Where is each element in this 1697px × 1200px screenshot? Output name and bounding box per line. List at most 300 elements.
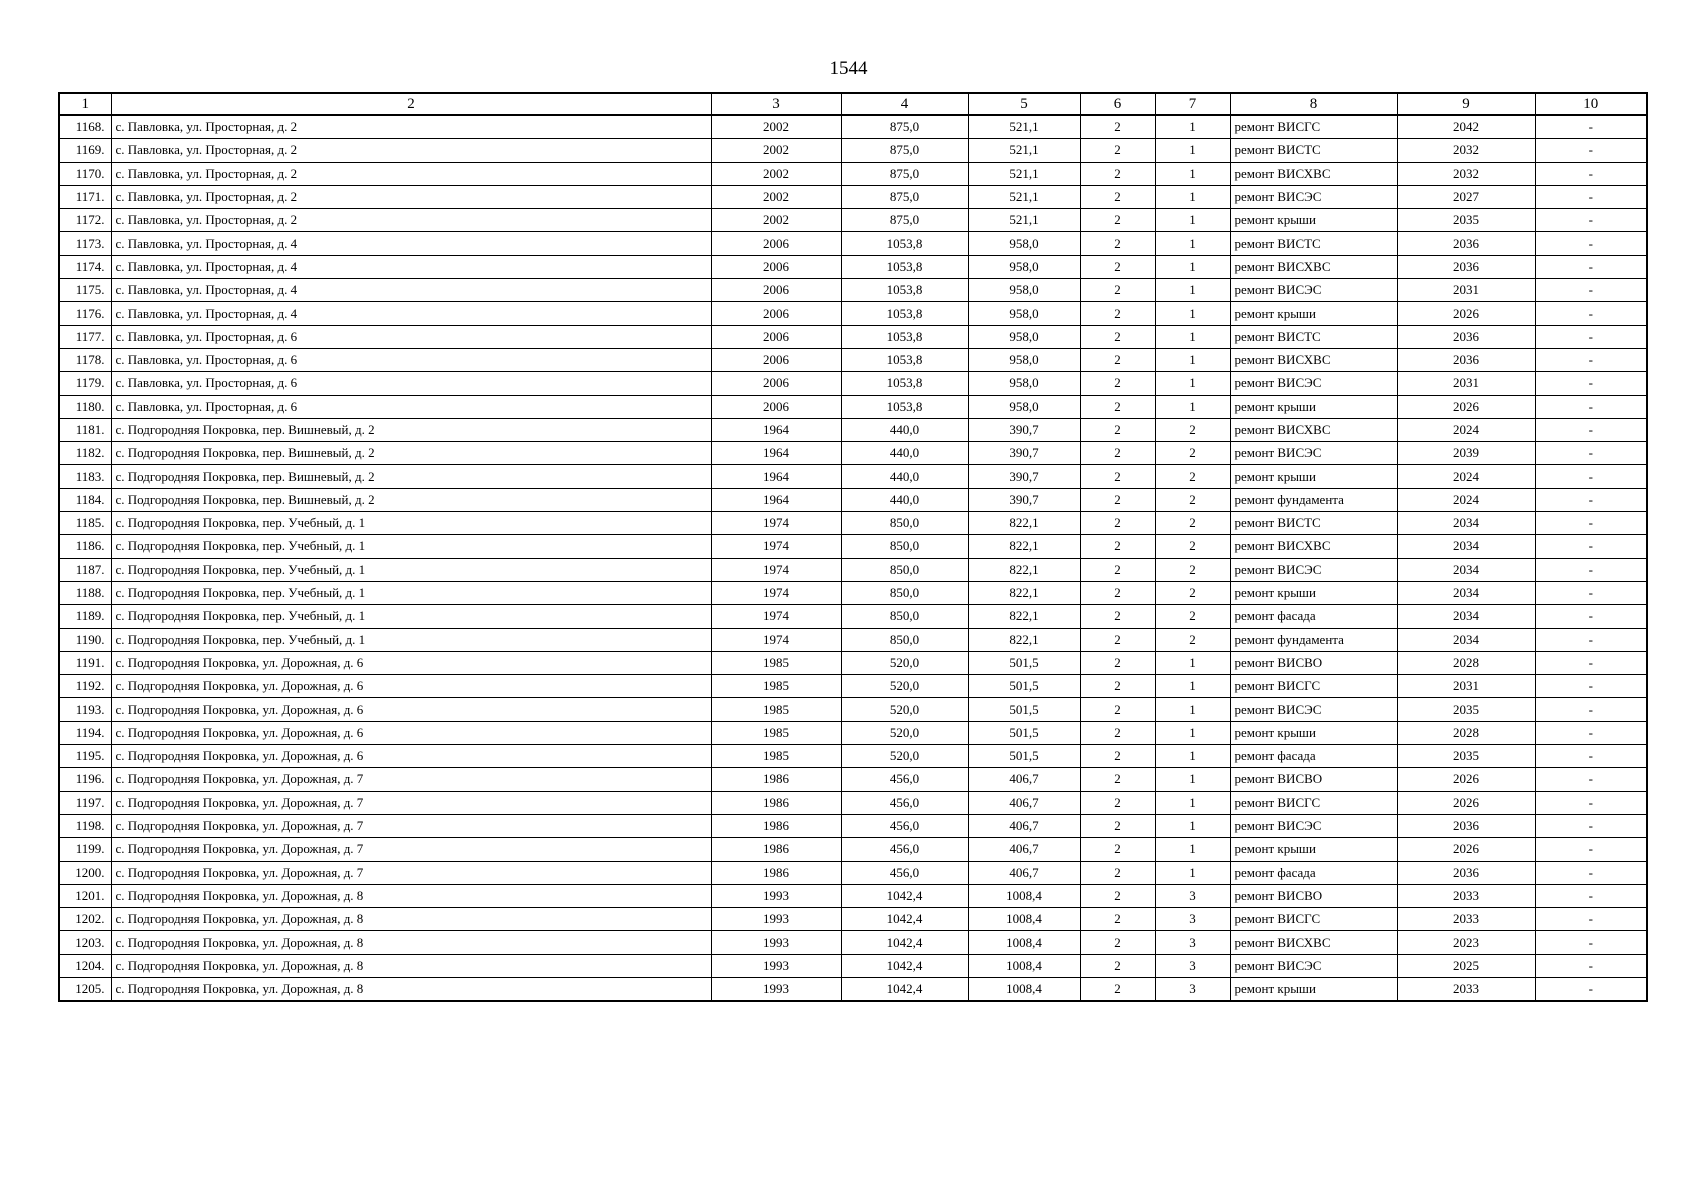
address-cell: с. Павловка, ул. Просторная, д. 6 — [111, 348, 711, 371]
floors-cell: 2 — [1080, 768, 1155, 791]
row-number-cell: 1173. — [59, 232, 111, 255]
entrances-cell: 1 — [1155, 302, 1230, 325]
build-year-cell: 1964 — [711, 488, 841, 511]
planned-year-cell: 2024 — [1397, 465, 1535, 488]
planned-year-cell: 2036 — [1397, 814, 1535, 837]
planned-year-cell: 2026 — [1397, 791, 1535, 814]
floors-cell: 2 — [1080, 395, 1155, 418]
build-year-cell: 1974 — [711, 581, 841, 604]
build-year-cell: 2006 — [711, 372, 841, 395]
total-area-cell: 456,0 — [841, 838, 968, 861]
row-number-cell: 1177. — [59, 325, 111, 348]
entrances-cell: 2 — [1155, 581, 1230, 604]
build-year-cell: 2006 — [711, 279, 841, 302]
total-area-cell: 1053,8 — [841, 279, 968, 302]
note-cell: - — [1535, 162, 1647, 185]
note-cell: - — [1535, 209, 1647, 232]
table-row — [59, 698, 1647, 721]
build-year-cell: 1985 — [711, 675, 841, 698]
planned-year-cell: 2042 — [1397, 115, 1535, 139]
living-area-cell: 390,7 — [968, 418, 1080, 441]
row-number-cell: 1197. — [59, 791, 111, 814]
total-area-cell: 456,0 — [841, 861, 968, 884]
living-area-cell: 958,0 — [968, 325, 1080, 348]
table-row — [59, 255, 1647, 278]
row-number-cell: 1168. — [59, 115, 111, 139]
entrances-cell: 1 — [1155, 279, 1230, 302]
note-cell: - — [1535, 185, 1647, 208]
build-year-cell: 1964 — [711, 465, 841, 488]
floors-cell: 2 — [1080, 348, 1155, 371]
column-header: 1 — [59, 93, 111, 115]
entrances-cell: 2 — [1155, 488, 1230, 511]
total-area-cell: 520,0 — [841, 675, 968, 698]
row-number-cell: 1188. — [59, 581, 111, 604]
entrances-cell: 1 — [1155, 675, 1230, 698]
living-area-cell: 1008,4 — [968, 931, 1080, 954]
row-number-cell: 1198. — [59, 814, 111, 837]
total-area-cell: 1053,8 — [841, 348, 968, 371]
entrances-cell: 3 — [1155, 954, 1230, 977]
planned-year-cell: 2035 — [1397, 209, 1535, 232]
floors-cell: 2 — [1080, 908, 1155, 931]
floors-cell: 2 — [1080, 535, 1155, 558]
planned-year-cell: 2035 — [1397, 745, 1535, 768]
planned-year-cell: 2036 — [1397, 232, 1535, 255]
address-cell: с. Подгородняя Покровка, ул. Дорожная, д. 8 — [111, 908, 711, 931]
total-area-cell: 850,0 — [841, 558, 968, 581]
build-year-cell: 1974 — [711, 512, 841, 535]
total-area-cell: 440,0 — [841, 442, 968, 465]
floors-cell: 2 — [1080, 977, 1155, 1001]
table-row — [59, 139, 1647, 162]
floors-cell: 2 — [1080, 628, 1155, 651]
build-year-cell: 1986 — [711, 814, 841, 837]
total-area-cell: 1042,4 — [841, 977, 968, 1001]
living-area-cell: 958,0 — [968, 279, 1080, 302]
floors-cell: 2 — [1080, 814, 1155, 837]
note-cell: - — [1535, 838, 1647, 861]
living-area-cell: 521,1 — [968, 185, 1080, 208]
note-cell: - — [1535, 931, 1647, 954]
address-cell: с. Павловка, ул. Просторная, д. 2 — [111, 139, 711, 162]
build-year-cell: 1974 — [711, 535, 841, 558]
address-cell: с. Подгородняя Покровка, ул. Дорожная, д. 7 — [111, 814, 711, 837]
living-area-cell: 521,1 — [968, 115, 1080, 139]
living-area-cell: 521,1 — [968, 139, 1080, 162]
floors-cell: 2 — [1080, 232, 1155, 255]
build-year-cell: 2002 — [711, 162, 841, 185]
row-number-cell: 1193. — [59, 698, 111, 721]
note-cell: - — [1535, 768, 1647, 791]
build-year-cell: 1986 — [711, 861, 841, 884]
table-row — [59, 581, 1647, 604]
note-cell: - — [1535, 442, 1647, 465]
work-type-cell: ремонт ВИСХВС — [1230, 348, 1397, 371]
row-number-cell: 1181. — [59, 418, 111, 441]
work-type-cell: ремонт ВИСХВС — [1230, 418, 1397, 441]
living-area-cell: 390,7 — [968, 442, 1080, 465]
total-area-cell: 456,0 — [841, 791, 968, 814]
total-area-cell: 875,0 — [841, 162, 968, 185]
table-row — [59, 954, 1647, 977]
entrances-cell: 1 — [1155, 721, 1230, 744]
total-area-cell: 456,0 — [841, 814, 968, 837]
row-number-cell: 1170. — [59, 162, 111, 185]
work-type-cell: ремонт ВИСВО — [1230, 884, 1397, 907]
note-cell: - — [1535, 115, 1647, 139]
floors-cell: 2 — [1080, 838, 1155, 861]
planned-year-cell: 2027 — [1397, 185, 1535, 208]
floors-cell: 2 — [1080, 651, 1155, 674]
build-year-cell: 2002 — [711, 139, 841, 162]
floors-cell: 2 — [1080, 791, 1155, 814]
table-row — [59, 279, 1647, 302]
total-area-cell: 440,0 — [841, 465, 968, 488]
planned-year-cell: 2028 — [1397, 721, 1535, 744]
build-year-cell: 1974 — [711, 558, 841, 581]
planned-year-cell: 2031 — [1397, 372, 1535, 395]
address-cell: с. Подгородняя Покровка, ул. Дорожная, д. 8 — [111, 977, 711, 1001]
note-cell: - — [1535, 954, 1647, 977]
row-number-cell: 1200. — [59, 861, 111, 884]
floors-cell: 2 — [1080, 115, 1155, 139]
table-row — [59, 372, 1647, 395]
work-type-cell: ремонт крыши — [1230, 209, 1397, 232]
floors-cell: 2 — [1080, 721, 1155, 744]
note-cell: - — [1535, 512, 1647, 535]
table-row — [59, 745, 1647, 768]
total-area-cell: 850,0 — [841, 512, 968, 535]
floors-cell: 2 — [1080, 372, 1155, 395]
work-type-cell: ремонт ВИСГС — [1230, 791, 1397, 814]
living-area-cell: 1008,4 — [968, 884, 1080, 907]
column-header: 10 — [1535, 93, 1647, 115]
floors-cell: 2 — [1080, 325, 1155, 348]
address-cell: с. Подгородняя Покровка, пер. Вишневый, д. 2 — [111, 465, 711, 488]
floors-cell: 2 — [1080, 745, 1155, 768]
table-row — [59, 162, 1647, 185]
entrances-cell: 2 — [1155, 605, 1230, 628]
entrances-cell: 2 — [1155, 512, 1230, 535]
living-area-cell: 822,1 — [968, 535, 1080, 558]
floors-cell: 2 — [1080, 185, 1155, 208]
total-area-cell: 1053,8 — [841, 325, 968, 348]
build-year-cell: 1964 — [711, 442, 841, 465]
address-cell: с. Подгородняя Покровка, ул. Дорожная, д. 7 — [111, 768, 711, 791]
work-type-cell: ремонт ВИСЭС — [1230, 954, 1397, 977]
entrances-cell: 1 — [1155, 814, 1230, 837]
total-area-cell: 1053,8 — [841, 372, 968, 395]
table-row — [59, 861, 1647, 884]
build-year-cell: 1986 — [711, 838, 841, 861]
entrances-cell: 3 — [1155, 931, 1230, 954]
work-type-cell: ремонт ВИСЭС — [1230, 279, 1397, 302]
address-cell: с. Подгородняя Покровка, пер. Учебный, д. 1 — [111, 535, 711, 558]
floors-cell: 2 — [1080, 861, 1155, 884]
living-area-cell: 501,5 — [968, 698, 1080, 721]
entrances-cell: 1 — [1155, 139, 1230, 162]
address-cell: с. Подгородняя Покровка, пер. Учебный, д. 1 — [111, 512, 711, 535]
entrances-cell: 1 — [1155, 185, 1230, 208]
note-cell: - — [1535, 791, 1647, 814]
table-row — [59, 884, 1647, 907]
registry-table — [58, 92, 1648, 1002]
entrances-cell: 1 — [1155, 232, 1230, 255]
address-cell: с. Подгородняя Покровка, ул. Дорожная, д. 6 — [111, 721, 711, 744]
address-cell: с. Подгородняя Покровка, ул. Дорожная, д. 6 — [111, 651, 711, 674]
work-type-cell: ремонт ВИСВО — [1230, 651, 1397, 674]
build-year-cell: 1993 — [711, 931, 841, 954]
note-cell: - — [1535, 605, 1647, 628]
build-year-cell: 2006 — [711, 302, 841, 325]
row-number-cell: 1183. — [59, 465, 111, 488]
total-area-cell: 440,0 — [841, 418, 968, 441]
address-cell: с. Подгородняя Покровка, ул. Дорожная, д. 7 — [111, 838, 711, 861]
table-row — [59, 814, 1647, 837]
living-area-cell: 501,5 — [968, 651, 1080, 674]
table-row — [59, 791, 1647, 814]
total-area-cell: 1053,8 — [841, 232, 968, 255]
table-row — [59, 325, 1647, 348]
work-type-cell: ремонт крыши — [1230, 395, 1397, 418]
column-header: 4 — [841, 93, 968, 115]
entrances-cell: 2 — [1155, 628, 1230, 651]
living-area-cell: 406,7 — [968, 768, 1080, 791]
table-row — [59, 675, 1647, 698]
work-type-cell: ремонт крыши — [1230, 302, 1397, 325]
floors-cell: 2 — [1080, 465, 1155, 488]
note-cell: - — [1535, 675, 1647, 698]
planned-year-cell: 2024 — [1397, 418, 1535, 441]
living-area-cell: 501,5 — [968, 745, 1080, 768]
row-number-cell: 1171. — [59, 185, 111, 208]
total-area-cell: 520,0 — [841, 698, 968, 721]
build-year-cell: 1974 — [711, 605, 841, 628]
table-row — [59, 115, 1647, 139]
planned-year-cell: 2035 — [1397, 698, 1535, 721]
living-area-cell: 406,7 — [968, 814, 1080, 837]
build-year-cell: 1993 — [711, 977, 841, 1001]
table-row — [59, 628, 1647, 651]
entrances-cell: 1 — [1155, 838, 1230, 861]
note-cell: - — [1535, 628, 1647, 651]
planned-year-cell: 2031 — [1397, 675, 1535, 698]
column-header: 5 — [968, 93, 1080, 115]
address-cell: с. Павловка, ул. Просторная, д. 2 — [111, 115, 711, 139]
total-area-cell: 875,0 — [841, 139, 968, 162]
living-area-cell: 822,1 — [968, 512, 1080, 535]
planned-year-cell: 2034 — [1397, 628, 1535, 651]
table-row — [59, 651, 1647, 674]
work-type-cell: ремонт крыши — [1230, 581, 1397, 604]
address-cell: с. Павловка, ул. Просторная, д. 6 — [111, 372, 711, 395]
build-year-cell: 1986 — [711, 791, 841, 814]
row-number-cell: 1189. — [59, 605, 111, 628]
living-area-cell: 390,7 — [968, 488, 1080, 511]
address-cell: с. Подгородняя Покровка, ул. Дорожная, д. 8 — [111, 931, 711, 954]
total-area-cell: 456,0 — [841, 768, 968, 791]
note-cell: - — [1535, 581, 1647, 604]
table-row — [59, 395, 1647, 418]
note-cell: - — [1535, 465, 1647, 488]
build-year-cell: 1993 — [711, 954, 841, 977]
row-number-cell: 1175. — [59, 279, 111, 302]
planned-year-cell: 2024 — [1397, 488, 1535, 511]
entrances-cell: 1 — [1155, 348, 1230, 371]
row-number-cell: 1186. — [59, 535, 111, 558]
note-cell: - — [1535, 232, 1647, 255]
address-cell: с. Павловка, ул. Просторная, д. 4 — [111, 232, 711, 255]
note-cell: - — [1535, 698, 1647, 721]
planned-year-cell: 2034 — [1397, 535, 1535, 558]
living-area-cell: 1008,4 — [968, 977, 1080, 1001]
work-type-cell: ремонт ВИСТС — [1230, 325, 1397, 348]
floors-cell: 2 — [1080, 581, 1155, 604]
address-cell: с. Подгородняя Покровка, ул. Дорожная, д. 6 — [111, 698, 711, 721]
row-number-cell: 1205. — [59, 977, 111, 1001]
table-row — [59, 721, 1647, 744]
living-area-cell: 958,0 — [968, 348, 1080, 371]
build-year-cell: 2002 — [711, 209, 841, 232]
row-number-cell: 1176. — [59, 302, 111, 325]
planned-year-cell: 2039 — [1397, 442, 1535, 465]
living-area-cell: 521,1 — [968, 209, 1080, 232]
work-type-cell: ремонт фундамента — [1230, 628, 1397, 651]
floors-cell: 2 — [1080, 255, 1155, 278]
entrances-cell: 1 — [1155, 372, 1230, 395]
address-cell: с. Подгородняя Покровка, ул. Дорожная, д. 6 — [111, 675, 711, 698]
living-area-cell: 1008,4 — [968, 908, 1080, 931]
floors-cell: 2 — [1080, 698, 1155, 721]
address-cell: с. Павловка, ул. Просторная, д. 2 — [111, 185, 711, 208]
build-year-cell: 1985 — [711, 651, 841, 674]
build-year-cell: 2006 — [711, 348, 841, 371]
column-header: 6 — [1080, 93, 1155, 115]
address-cell: с. Павловка, ул. Просторная, д. 2 — [111, 209, 711, 232]
table-row — [59, 558, 1647, 581]
note-cell: - — [1535, 348, 1647, 371]
floors-cell: 2 — [1080, 884, 1155, 907]
total-area-cell: 1053,8 — [841, 302, 968, 325]
row-number-cell: 1194. — [59, 721, 111, 744]
work-type-cell: ремонт ВИСЭС — [1230, 558, 1397, 581]
note-cell: - — [1535, 721, 1647, 744]
living-area-cell: 958,0 — [968, 302, 1080, 325]
work-type-cell: ремонт ВИСЭС — [1230, 814, 1397, 837]
address-cell: с. Павловка, ул. Просторная, д. 2 — [111, 162, 711, 185]
note-cell: - — [1535, 651, 1647, 674]
work-type-cell: ремонт ВИСГС — [1230, 908, 1397, 931]
entrances-cell: 3 — [1155, 977, 1230, 1001]
table-row — [59, 977, 1647, 1001]
floors-cell: 2 — [1080, 162, 1155, 185]
build-year-cell: 1993 — [711, 884, 841, 907]
work-type-cell: ремонт ВИСВО — [1230, 768, 1397, 791]
row-number-cell: 1202. — [59, 908, 111, 931]
entrances-cell: 1 — [1155, 162, 1230, 185]
planned-year-cell: 2026 — [1397, 302, 1535, 325]
work-type-cell: ремонт крыши — [1230, 465, 1397, 488]
entrances-cell: 1 — [1155, 698, 1230, 721]
row-number-cell: 1203. — [59, 931, 111, 954]
header-row — [59, 93, 1647, 115]
planned-year-cell: 2032 — [1397, 139, 1535, 162]
floors-cell: 2 — [1080, 488, 1155, 511]
living-area-cell: 501,5 — [968, 721, 1080, 744]
note-cell: - — [1535, 139, 1647, 162]
page-number: 1544 — [829, 58, 868, 79]
planned-year-cell: 2025 — [1397, 954, 1535, 977]
floors-cell: 2 — [1080, 279, 1155, 302]
table-body — [59, 115, 1647, 1001]
row-number-cell: 1187. — [59, 558, 111, 581]
work-type-cell: ремонт крыши — [1230, 721, 1397, 744]
floors-cell: 2 — [1080, 558, 1155, 581]
build-year-cell: 2006 — [711, 255, 841, 278]
entrances-cell: 3 — [1155, 908, 1230, 931]
build-year-cell: 1985 — [711, 721, 841, 744]
entrances-cell: 1 — [1155, 325, 1230, 348]
planned-year-cell: 2033 — [1397, 977, 1535, 1001]
total-area-cell: 1053,8 — [841, 395, 968, 418]
note-cell: - — [1535, 884, 1647, 907]
work-type-cell: ремонт фасада — [1230, 861, 1397, 884]
row-number-cell: 1179. — [59, 372, 111, 395]
table-row — [59, 768, 1647, 791]
build-year-cell: 1985 — [711, 745, 841, 768]
total-area-cell: 850,0 — [841, 581, 968, 604]
note-cell: - — [1535, 418, 1647, 441]
work-type-cell: ремонт ВИСГС — [1230, 115, 1397, 139]
floors-cell: 2 — [1080, 954, 1155, 977]
living-area-cell: 822,1 — [968, 558, 1080, 581]
planned-year-cell: 2036 — [1397, 861, 1535, 884]
table-row — [59, 488, 1647, 511]
entrances-cell: 2 — [1155, 465, 1230, 488]
note-cell: - — [1535, 861, 1647, 884]
row-number-cell: 1184. — [59, 488, 111, 511]
floors-cell: 2 — [1080, 302, 1155, 325]
floors-cell: 2 — [1080, 512, 1155, 535]
total-area-cell: 1042,4 — [841, 884, 968, 907]
row-number-cell: 1185. — [59, 512, 111, 535]
work-type-cell: ремонт ВИСХВС — [1230, 535, 1397, 558]
table-row — [59, 465, 1647, 488]
total-area-cell: 1042,4 — [841, 931, 968, 954]
living-area-cell: 958,0 — [968, 372, 1080, 395]
entrances-cell: 2 — [1155, 442, 1230, 465]
work-type-cell: ремонт фундамента — [1230, 488, 1397, 511]
note-cell: - — [1535, 372, 1647, 395]
living-area-cell: 406,7 — [968, 791, 1080, 814]
work-type-cell: ремонт ВИСТС — [1230, 139, 1397, 162]
planned-year-cell: 2034 — [1397, 512, 1535, 535]
address-cell: с. Павловка, ул. Просторная, д. 6 — [111, 325, 711, 348]
planned-year-cell: 2031 — [1397, 279, 1535, 302]
table-row — [59, 931, 1647, 954]
table-row — [59, 209, 1647, 232]
entrances-cell: 1 — [1155, 791, 1230, 814]
entrances-cell: 1 — [1155, 745, 1230, 768]
total-area-cell: 850,0 — [841, 628, 968, 651]
total-area-cell: 520,0 — [841, 651, 968, 674]
planned-year-cell: 2034 — [1397, 558, 1535, 581]
floors-cell: 2 — [1080, 139, 1155, 162]
table-row — [59, 185, 1647, 208]
entrances-cell: 3 — [1155, 884, 1230, 907]
living-area-cell: 501,5 — [968, 675, 1080, 698]
